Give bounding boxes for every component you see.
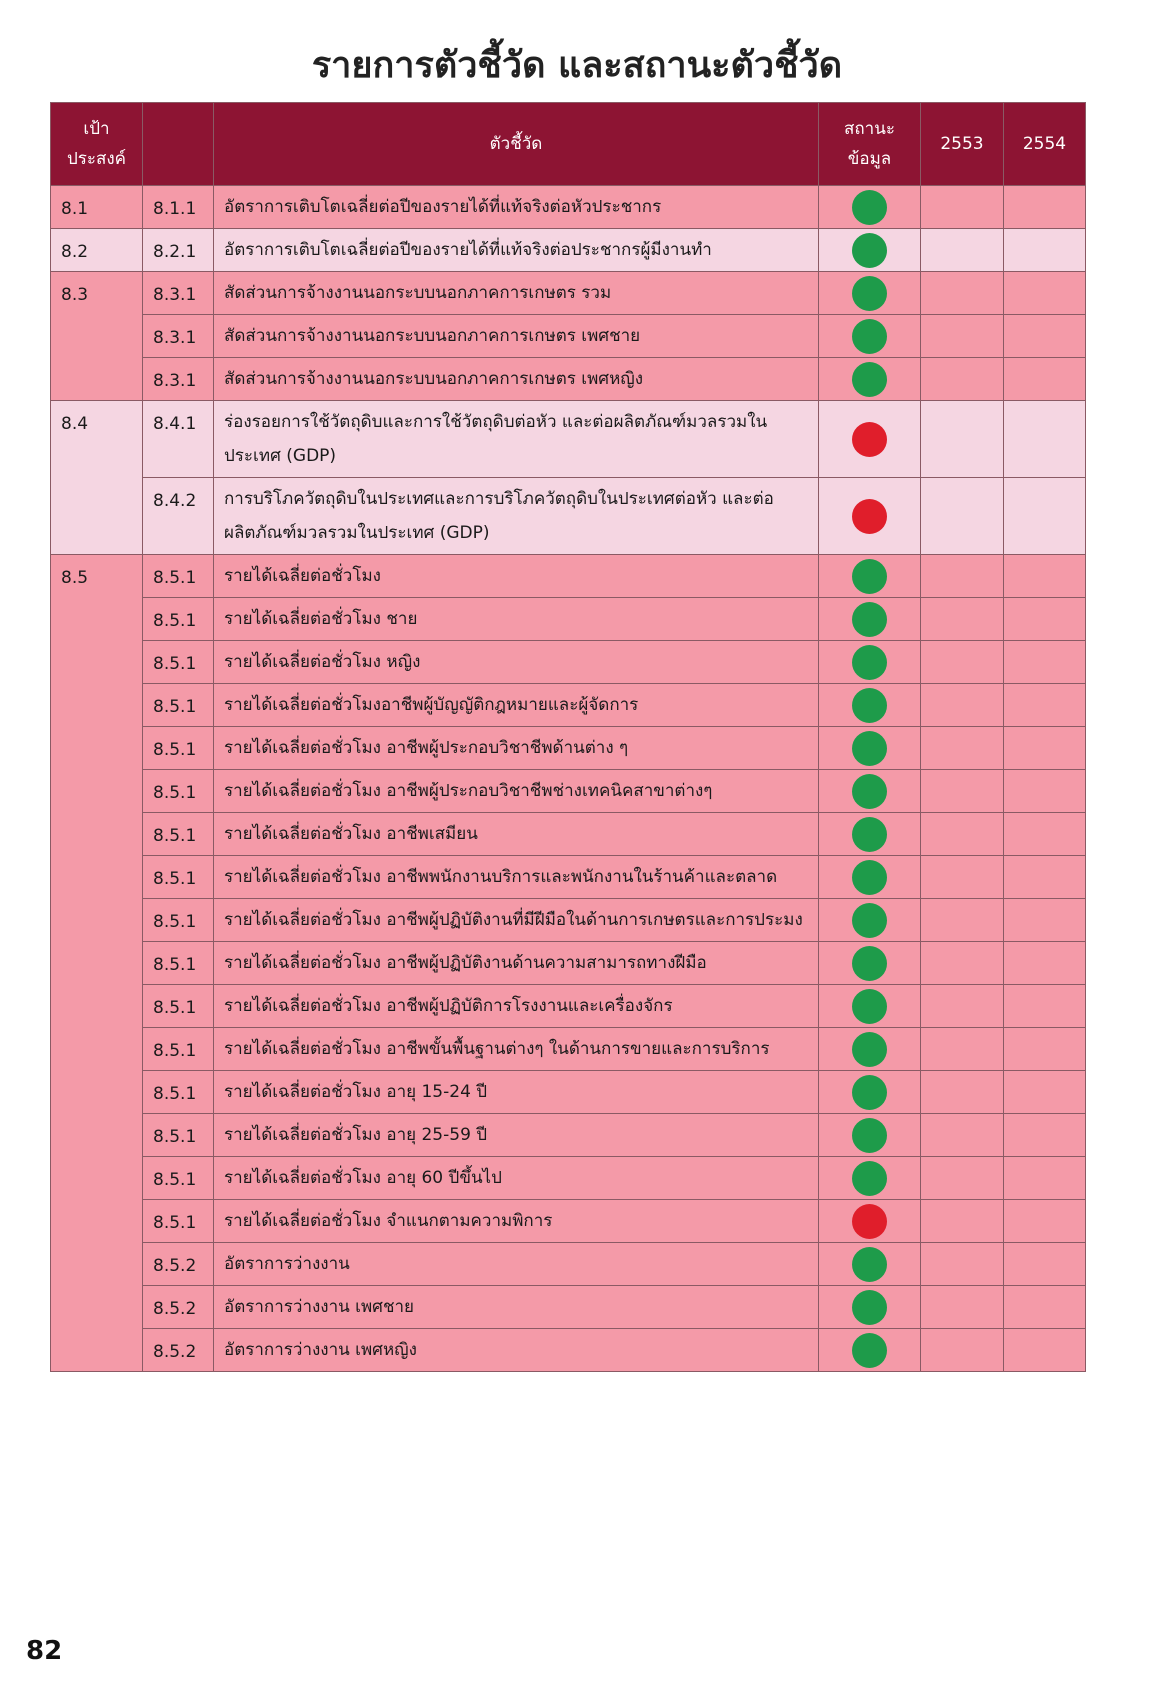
table-row bbox=[51, 1071, 1086, 1114]
year-2554-cell bbox=[1004, 1157, 1086, 1200]
indicator-cell: อัตราการเติบโตเฉลี่ยต่อปีของรายได้ที่แท้จริงต่อหัวประชากร bbox=[214, 186, 819, 229]
status-cell bbox=[819, 899, 921, 942]
status-green-dot-icon bbox=[852, 319, 887, 354]
year-2554-cell bbox=[1004, 770, 1086, 813]
indicator-cell: อัตราการว่างงาน bbox=[214, 1243, 819, 1286]
status-red-dot-icon bbox=[852, 499, 887, 534]
code-cell: 8.5.2 bbox=[143, 1286, 214, 1329]
code-cell: 8.5.1 bbox=[143, 555, 214, 598]
year-2554-cell bbox=[1004, 186, 1086, 229]
status-green-dot-icon bbox=[852, 1333, 887, 1368]
table-row bbox=[51, 401, 1086, 478]
indicator-cell: อัตราการเติบโตเฉลี่ยต่อปีของรายได้ที่แท้จริงต่อประชากรผู้มีงานทำ bbox=[214, 229, 819, 272]
table-row bbox=[51, 555, 1086, 598]
table-row bbox=[51, 1028, 1086, 1071]
year-2554-cell bbox=[1004, 272, 1086, 315]
status-cell bbox=[819, 358, 921, 401]
status-cell bbox=[819, 555, 921, 598]
year-2554-cell bbox=[1004, 727, 1086, 770]
indicator-cell: อัตราการว่างงาน เพศชาย bbox=[214, 1286, 819, 1329]
year-2553-cell bbox=[921, 229, 1004, 272]
year-2554-cell bbox=[1004, 1071, 1086, 1114]
year-2553-cell bbox=[921, 315, 1004, 358]
status-green-dot-icon bbox=[852, 860, 887, 895]
year-2553-cell bbox=[921, 1114, 1004, 1157]
year-2554-cell bbox=[1004, 1329, 1086, 1372]
year-2554-cell bbox=[1004, 641, 1086, 684]
status-green-dot-icon bbox=[852, 602, 887, 637]
status-cell bbox=[819, 272, 921, 315]
table-row bbox=[51, 1114, 1086, 1157]
year-2554-cell bbox=[1004, 1243, 1086, 1286]
year-2554-cell bbox=[1004, 358, 1086, 401]
status-cell bbox=[819, 684, 921, 727]
status-cell bbox=[819, 598, 921, 641]
year-2553-cell bbox=[921, 401, 1004, 478]
table-row bbox=[51, 229, 1086, 272]
table-header-row bbox=[51, 103, 1086, 186]
table-row bbox=[51, 1286, 1086, 1329]
code-cell: 8.2.1 bbox=[143, 229, 214, 272]
table-row bbox=[51, 186, 1086, 229]
status-cell bbox=[819, 1243, 921, 1286]
code-cell: 8.5.1 bbox=[143, 899, 214, 942]
header-code bbox=[143, 103, 214, 186]
year-2554-cell bbox=[1004, 478, 1086, 555]
status-green-dot-icon bbox=[852, 1290, 887, 1325]
status-cell bbox=[819, 186, 921, 229]
code-cell: 8.5.1 bbox=[143, 1114, 214, 1157]
indicator-cell: การบริโภควัตถุดิบในประเทศและการบริโภควัตถุดิบในประเทศต่อหัว และต่อผลิตภัณฑ์มวลรวมในประเทศ (GDP) bbox=[214, 478, 819, 555]
header-year-2553: 2553 bbox=[921, 103, 1004, 186]
status-cell bbox=[819, 1157, 921, 1200]
code-cell: 8.1.1 bbox=[143, 186, 214, 229]
indicator-cell: รายได้เฉลี่ยต่อชั่วโมง อายุ 25-59 ปี bbox=[214, 1114, 819, 1157]
year-2554-cell bbox=[1004, 856, 1086, 899]
table-row bbox=[51, 727, 1086, 770]
status-green-dot-icon bbox=[852, 559, 887, 594]
table-row bbox=[51, 899, 1086, 942]
status-cell bbox=[819, 401, 921, 478]
table-row bbox=[51, 684, 1086, 727]
header-status bbox=[819, 103, 921, 186]
year-2553-cell bbox=[921, 272, 1004, 315]
status-green-dot-icon bbox=[852, 276, 887, 311]
table-row bbox=[51, 942, 1086, 985]
year-2553-cell bbox=[921, 727, 1004, 770]
year-2554-cell bbox=[1004, 1286, 1086, 1329]
year-2554-cell bbox=[1004, 985, 1086, 1028]
page-title: รายการตัวชี้วัด และสถานะตัวชี้วัด bbox=[311, 45, 843, 86]
indicator-cell: รายได้เฉลี่ยต่อชั่วโมง bbox=[214, 555, 819, 598]
year-2553-cell bbox=[921, 1243, 1004, 1286]
table-row bbox=[51, 1243, 1086, 1286]
status-cell bbox=[819, 985, 921, 1028]
status-cell bbox=[819, 856, 921, 899]
code-cell: 8.5.2 bbox=[143, 1329, 214, 1372]
status-cell bbox=[819, 1286, 921, 1329]
year-2553-cell bbox=[921, 555, 1004, 598]
table-row bbox=[51, 1200, 1086, 1243]
status-green-dot-icon bbox=[852, 190, 887, 225]
year-2554-cell bbox=[1004, 684, 1086, 727]
code-cell: 8.5.1 bbox=[143, 641, 214, 684]
indicator-cell: รายได้เฉลี่ยต่อชั่วโมง อาชีพเสมียน bbox=[214, 813, 819, 856]
code-cell: 8.5.1 bbox=[143, 684, 214, 727]
year-2553-cell bbox=[921, 358, 1004, 401]
status-cell bbox=[819, 1200, 921, 1243]
status-cell bbox=[819, 1114, 921, 1157]
table-row bbox=[51, 478, 1086, 555]
goal-cell: 8.3 bbox=[51, 272, 143, 401]
code-cell: 8.5.1 bbox=[143, 727, 214, 770]
status-red-dot-icon bbox=[852, 422, 887, 457]
code-cell: 8.5.1 bbox=[143, 1028, 214, 1071]
table-row bbox=[51, 598, 1086, 641]
table-body bbox=[51, 186, 1086, 1372]
code-cell: 8.5.1 bbox=[143, 942, 214, 985]
code-cell: 8.5.1 bbox=[143, 1200, 214, 1243]
year-2553-cell bbox=[921, 1329, 1004, 1372]
status-cell bbox=[819, 942, 921, 985]
code-cell: 8.5.1 bbox=[143, 856, 214, 899]
status-cell bbox=[819, 1071, 921, 1114]
goal-cell: 8.1 bbox=[51, 186, 143, 229]
year-2554-cell bbox=[1004, 315, 1086, 358]
year-2553-cell bbox=[921, 770, 1004, 813]
goal-cell: 8.5 bbox=[51, 555, 143, 1372]
table-row bbox=[51, 358, 1086, 401]
table-row bbox=[51, 1329, 1086, 1372]
code-cell: 8.5.1 bbox=[143, 985, 214, 1028]
indicator-cell: รายได้เฉลี่ยต่อชั่วโมง อาชีพพนักงานบริการและพนักงานในร้านค้าและตลาด bbox=[214, 856, 819, 899]
table-row bbox=[51, 856, 1086, 899]
page-number: 82 bbox=[26, 1636, 63, 1666]
year-2554-cell bbox=[1004, 1028, 1086, 1071]
indicator-cell: อัตราการว่างงาน เพศหญิง bbox=[214, 1329, 819, 1372]
indicator-cell: รายได้เฉลี่ยต่อชั่วโมง อาชีพผู้ปฏิบัติงานที่มีฝีมือในด้านการเกษตรและการประมง bbox=[214, 899, 819, 942]
status-green-dot-icon bbox=[852, 362, 887, 397]
status-cell bbox=[819, 315, 921, 358]
indicator-cell: รายได้เฉลี่ยต่อชั่วโมงอาชีพผู้บัญญัติกฎหมายและผู้จัดการ bbox=[214, 684, 819, 727]
code-cell: 8.5.1 bbox=[143, 1157, 214, 1200]
header-goal-label: เป้า ประสงค์ bbox=[66, 119, 127, 169]
year-2553-cell bbox=[921, 186, 1004, 229]
year-2553-cell bbox=[921, 478, 1004, 555]
indicator-cell: สัดส่วนการจ้างงานนอกระบบนอกภาคการเกษตร เพศหญิง bbox=[214, 358, 819, 401]
goal-cell: 8.4 bbox=[51, 401, 143, 555]
header-status-label: สถานะ ข้อมูล bbox=[844, 119, 895, 169]
year-2554-cell bbox=[1004, 899, 1086, 942]
code-cell: 8.4.2 bbox=[143, 478, 214, 555]
status-green-dot-icon bbox=[852, 989, 887, 1024]
status-cell bbox=[819, 727, 921, 770]
status-green-dot-icon bbox=[852, 731, 887, 766]
status-green-dot-icon bbox=[852, 1032, 887, 1067]
goal-cell: 8.2 bbox=[51, 229, 143, 272]
indicator-cell: รายได้เฉลี่ยต่อชั่วโมง อาชีพผู้ปฏิบัติการโรงงานและเครื่องจักร bbox=[214, 985, 819, 1028]
year-2553-cell bbox=[921, 813, 1004, 856]
code-cell: 8.3.1 bbox=[143, 358, 214, 401]
table-row bbox=[51, 985, 1086, 1028]
year-2554-cell bbox=[1004, 229, 1086, 272]
status-cell bbox=[819, 813, 921, 856]
year-2554-cell bbox=[1004, 942, 1086, 985]
year-2554-cell bbox=[1004, 1200, 1086, 1243]
code-cell: 8.5.1 bbox=[143, 770, 214, 813]
year-2554-cell bbox=[1004, 598, 1086, 641]
indicator-cell: รายได้เฉลี่ยต่อชั่วโมง อาชีพผู้ประกอบวิชาชีพช่างเทคนิคสาขาต่างๆ bbox=[214, 770, 819, 813]
indicator-cell: ร่องรอยการใช้วัตถุดิบและการใช้วัตถุดิบต่อหัว และต่อผลิตภัณฑ์มวลรวมในประเทศ (GDP) bbox=[214, 401, 819, 478]
indicator-cell: รายได้เฉลี่ยต่อชั่วโมง อายุ 15-24 ปี bbox=[214, 1071, 819, 1114]
status-red-dot-icon bbox=[852, 1204, 887, 1239]
status-cell bbox=[819, 229, 921, 272]
status-cell bbox=[819, 1329, 921, 1372]
year-2553-cell bbox=[921, 684, 1004, 727]
year-2553-cell bbox=[921, 899, 1004, 942]
year-2553-cell bbox=[921, 1200, 1004, 1243]
code-cell: 8.5.1 bbox=[143, 598, 214, 641]
header-indicator: ตัวชี้วัด bbox=[214, 103, 819, 186]
status-green-dot-icon bbox=[852, 946, 887, 981]
indicator-table bbox=[50, 102, 1086, 1372]
year-2553-cell bbox=[921, 942, 1004, 985]
year-2553-cell bbox=[921, 598, 1004, 641]
status-cell bbox=[819, 478, 921, 555]
indicator-cell: รายได้เฉลี่ยต่อชั่วโมง อาชีพขั้นพื้นฐานต่างๆ ในด้านการขายและการบริการ bbox=[214, 1028, 819, 1071]
year-2554-cell bbox=[1004, 555, 1086, 598]
year-2553-cell bbox=[921, 641, 1004, 684]
status-green-dot-icon bbox=[852, 645, 887, 680]
code-cell: 8.5.2 bbox=[143, 1243, 214, 1286]
code-cell: 8.5.1 bbox=[143, 1071, 214, 1114]
year-2553-cell bbox=[921, 1157, 1004, 1200]
status-cell bbox=[819, 641, 921, 684]
code-cell: 8.5.1 bbox=[143, 813, 214, 856]
header-goal bbox=[51, 103, 143, 186]
header-year-2554: 2554 bbox=[1004, 103, 1086, 186]
table-row bbox=[51, 1157, 1086, 1200]
year-2554-cell bbox=[1004, 813, 1086, 856]
status-cell bbox=[819, 1028, 921, 1071]
table-row bbox=[51, 770, 1086, 813]
status-green-dot-icon bbox=[852, 774, 887, 809]
indicator-cell: รายได้เฉลี่ยต่อชั่วโมง อาชีพผู้ประกอบวิชาชีพด้านต่าง ๆ bbox=[214, 727, 819, 770]
year-2554-cell bbox=[1004, 1114, 1086, 1157]
status-green-dot-icon bbox=[852, 817, 887, 852]
table-row bbox=[51, 641, 1086, 684]
status-cell bbox=[819, 770, 921, 813]
status-green-dot-icon bbox=[852, 1247, 887, 1282]
year-2553-cell bbox=[921, 1071, 1004, 1114]
status-green-dot-icon bbox=[852, 903, 887, 938]
indicator-cell: รายได้เฉลี่ยต่อชั่วโมง ชาย bbox=[214, 598, 819, 641]
status-green-dot-icon bbox=[852, 233, 887, 268]
indicator-cell: รายได้เฉลี่ยต่อชั่วโมง อาชีพผู้ปฏิบัติงานด้านความสามารถทางฝีมือ bbox=[214, 942, 819, 985]
status-green-dot-icon bbox=[852, 1161, 887, 1196]
year-2553-cell bbox=[921, 1286, 1004, 1329]
indicator-cell: สัดส่วนการจ้างงานนอกระบบนอกภาคการเกษตร เพศชาย bbox=[214, 315, 819, 358]
year-2553-cell bbox=[921, 856, 1004, 899]
year-2553-cell bbox=[921, 985, 1004, 1028]
code-cell: 8.4.1 bbox=[143, 401, 214, 478]
code-cell: 8.3.1 bbox=[143, 272, 214, 315]
indicator-cell: รายได้เฉลี่ยต่อชั่วโมง หญิง bbox=[214, 641, 819, 684]
status-green-dot-icon bbox=[852, 1118, 887, 1153]
indicator-cell: รายได้เฉลี่ยต่อชั่วโมง อายุ 60 ปีขึ้นไป bbox=[214, 1157, 819, 1200]
year-2553-cell bbox=[921, 1028, 1004, 1071]
year-2554-cell bbox=[1004, 401, 1086, 478]
status-green-dot-icon bbox=[852, 1075, 887, 1110]
table-row bbox=[51, 813, 1086, 856]
code-cell: 8.3.1 bbox=[143, 315, 214, 358]
status-green-dot-icon bbox=[852, 688, 887, 723]
indicator-cell: รายได้เฉลี่ยต่อชั่วโมง จำแนกตามความพิการ bbox=[214, 1200, 819, 1243]
table-row bbox=[51, 272, 1086, 315]
indicator-cell: สัดส่วนการจ้างงานนอกระบบนอกภาคการเกษตร รวม bbox=[214, 272, 819, 315]
table-row bbox=[51, 315, 1086, 358]
